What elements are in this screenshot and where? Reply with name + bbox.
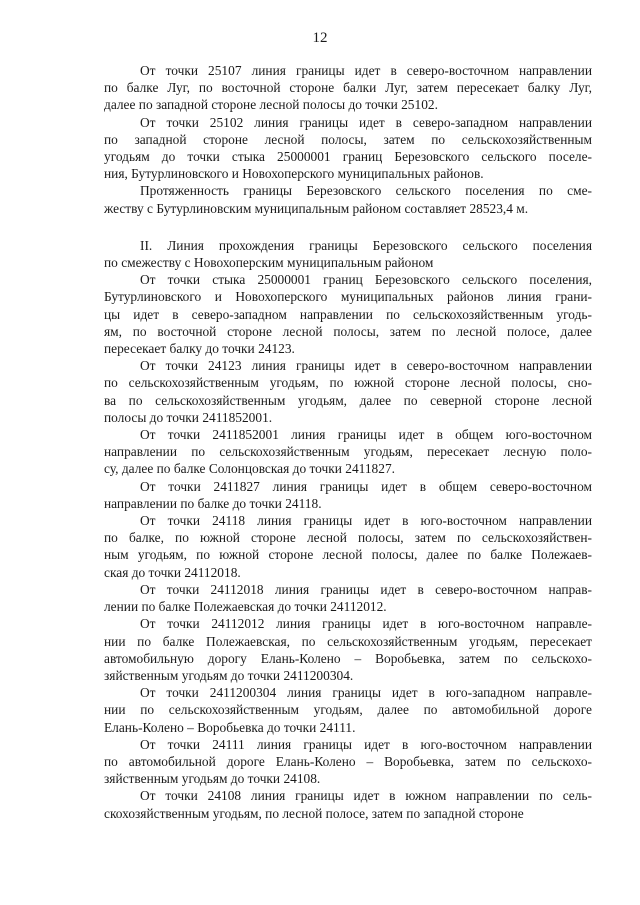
paragraph [104,237,592,271]
paragraph-line: по смежеству с Новохоперским муниципальным районом [104,255,434,271]
paragraph-line: От точки 25102 линия границы идет в северо-западном направлении [140,114,592,130]
paragraph [104,512,592,581]
paragraph-line: II. Линия прохождения границы Березовского сельского поселения [140,237,592,253]
paragraph-line: От точки 24118 линия границы идет в юго-восточном направлении [140,513,592,529]
paragraph-line: От точки 24112018 линия границы идет в северо-восточном направ- [140,581,592,597]
paragraph-line: ным угодьям, по южной стороне лесной полосы, далее по балке Полежаев- [104,547,592,563]
paragraph [104,182,592,216]
paragraph [104,271,592,357]
paragraph-line: цы идет в северо-западном направлении по сельскохозяйственным угодь- [104,306,592,322]
paragraph [104,787,592,821]
paragraph-line: От точки 2411827 линия границы идет в общем северо-восточном [140,478,592,494]
paragraph-line: по сельскохозяйственным угодьям, по южной стороне лесной полосы, сно- [104,375,592,391]
paragraph-line: От точки 24108 линия границы идет в южном направлении по сель- [140,788,592,804]
paragraph-line: пересекает балку до точки 24123. [104,341,295,357]
paragraph-line: Протяженность границы Березовского сельского поселения по сме- [140,183,592,199]
paragraph-line: полосы до точки 2411852001. [104,409,273,425]
paragraph-line: по балке Луг, по восточной стороне балки Луг, затем пересекает балку Луг, [104,80,592,96]
paragraph-line: по западной стороне лесной полосы, затем по сельскохозяйственным [104,131,592,147]
paragraph [104,62,592,114]
paragraph-line: направлении по сельскохозяйственным угодьям, пересекает лесную поло- [104,444,592,460]
paragraph-line: направлении по балке до точки 24118. [104,495,322,511]
document-body [104,62,592,822]
paragraph-line: От точки стыка 25000001 границ Березовского сельского поселения, [140,272,592,288]
paragraph [104,114,592,183]
paragraph-line: От точки 24112012 линия границы идет в юго-восточном направле- [140,616,592,632]
paragraph-line: ния, Бутурлиновского и Новохоперского муниципальных районов. [104,166,484,182]
paragraph [104,615,592,684]
paragraph-line: нии по балке Полежаевская, по сельскохозяйственным угодьям, пересекает [104,633,592,649]
paragraph-line: автомобильную дорогу Елань-Колено – Воробьевка, затем по сельскохо- [104,650,592,666]
paragraph-line: ская до точки 24112018. [104,564,241,580]
paragraph-line: зяйственным угодьям до точки 24108. [104,771,321,787]
paragraph-line: зяйственным угодьям до точки 2411200304. [104,667,354,683]
paragraph-line: по автомобильной дороге Елань-Колено – Воробьевка, затем по сельскохо- [104,753,592,769]
paragraph [104,357,592,426]
paragraph-line: жеству с Бутурлиновским муниципальным районом составляет 28523,4 м. [104,200,529,216]
paragraph-line: От точки 2411852001 линия границы идет в общем юго-восточном [140,427,592,443]
paragraph [104,684,592,736]
paragraph-line: Елань-Колено – Воробьевка до точки 24111. [104,719,356,735]
paragraph-line: От точки 25107 линия границы идет в северо-восточном направлении [140,63,592,78]
paragraph-line: ва по сельскохозяйственным угодьям, далее по северной стороне лесной [104,392,592,408]
paragraph-line: лении по балке Полежаевская до точки 24112012. [104,599,387,615]
paragraph [104,736,592,788]
paragraph [104,426,592,478]
paragraph-line: по балке, по южной стороне лесной полосы, затем по сельскохозяйствен- [104,530,592,546]
paragraph-line: су, далее по балке Солонцовская до точки 2411827. [104,461,395,477]
paragraph [104,478,592,512]
paragraph-line: Бутурлиновского и Новохоперского муниципальных районов линия грани- [104,289,592,305]
section-gap [104,217,592,237]
paragraph-line: ям, по восточной стороне лесной полосы, затем по лесной полосе, далее [104,323,592,339]
paragraph-line: От точки 2411200304 линия границы идет в юго-западном направле- [140,685,592,701]
paragraph-line: От точки 24111 линия границы идет в юго-восточном направлении [140,736,592,752]
paragraph-line: нии по сельскохозяйственным угодьям, далее по автомобильной дороге [104,702,592,718]
page-number: 12 [312,30,328,46]
paragraph-line: угодьям до точки стыка 25000001 границ Березовского сельского поселе- [104,149,592,165]
paragraph-line: скохозяйственным угодьям, по лесной полосе, затем по западной стороне [104,805,524,821]
paragraph [104,581,592,615]
paragraph-line: От точки 24123 линия границы идет в северо-восточном направлении [140,358,592,374]
paragraph-line: далее по западной стороне лесной полосы до точки 25102. [104,97,438,113]
